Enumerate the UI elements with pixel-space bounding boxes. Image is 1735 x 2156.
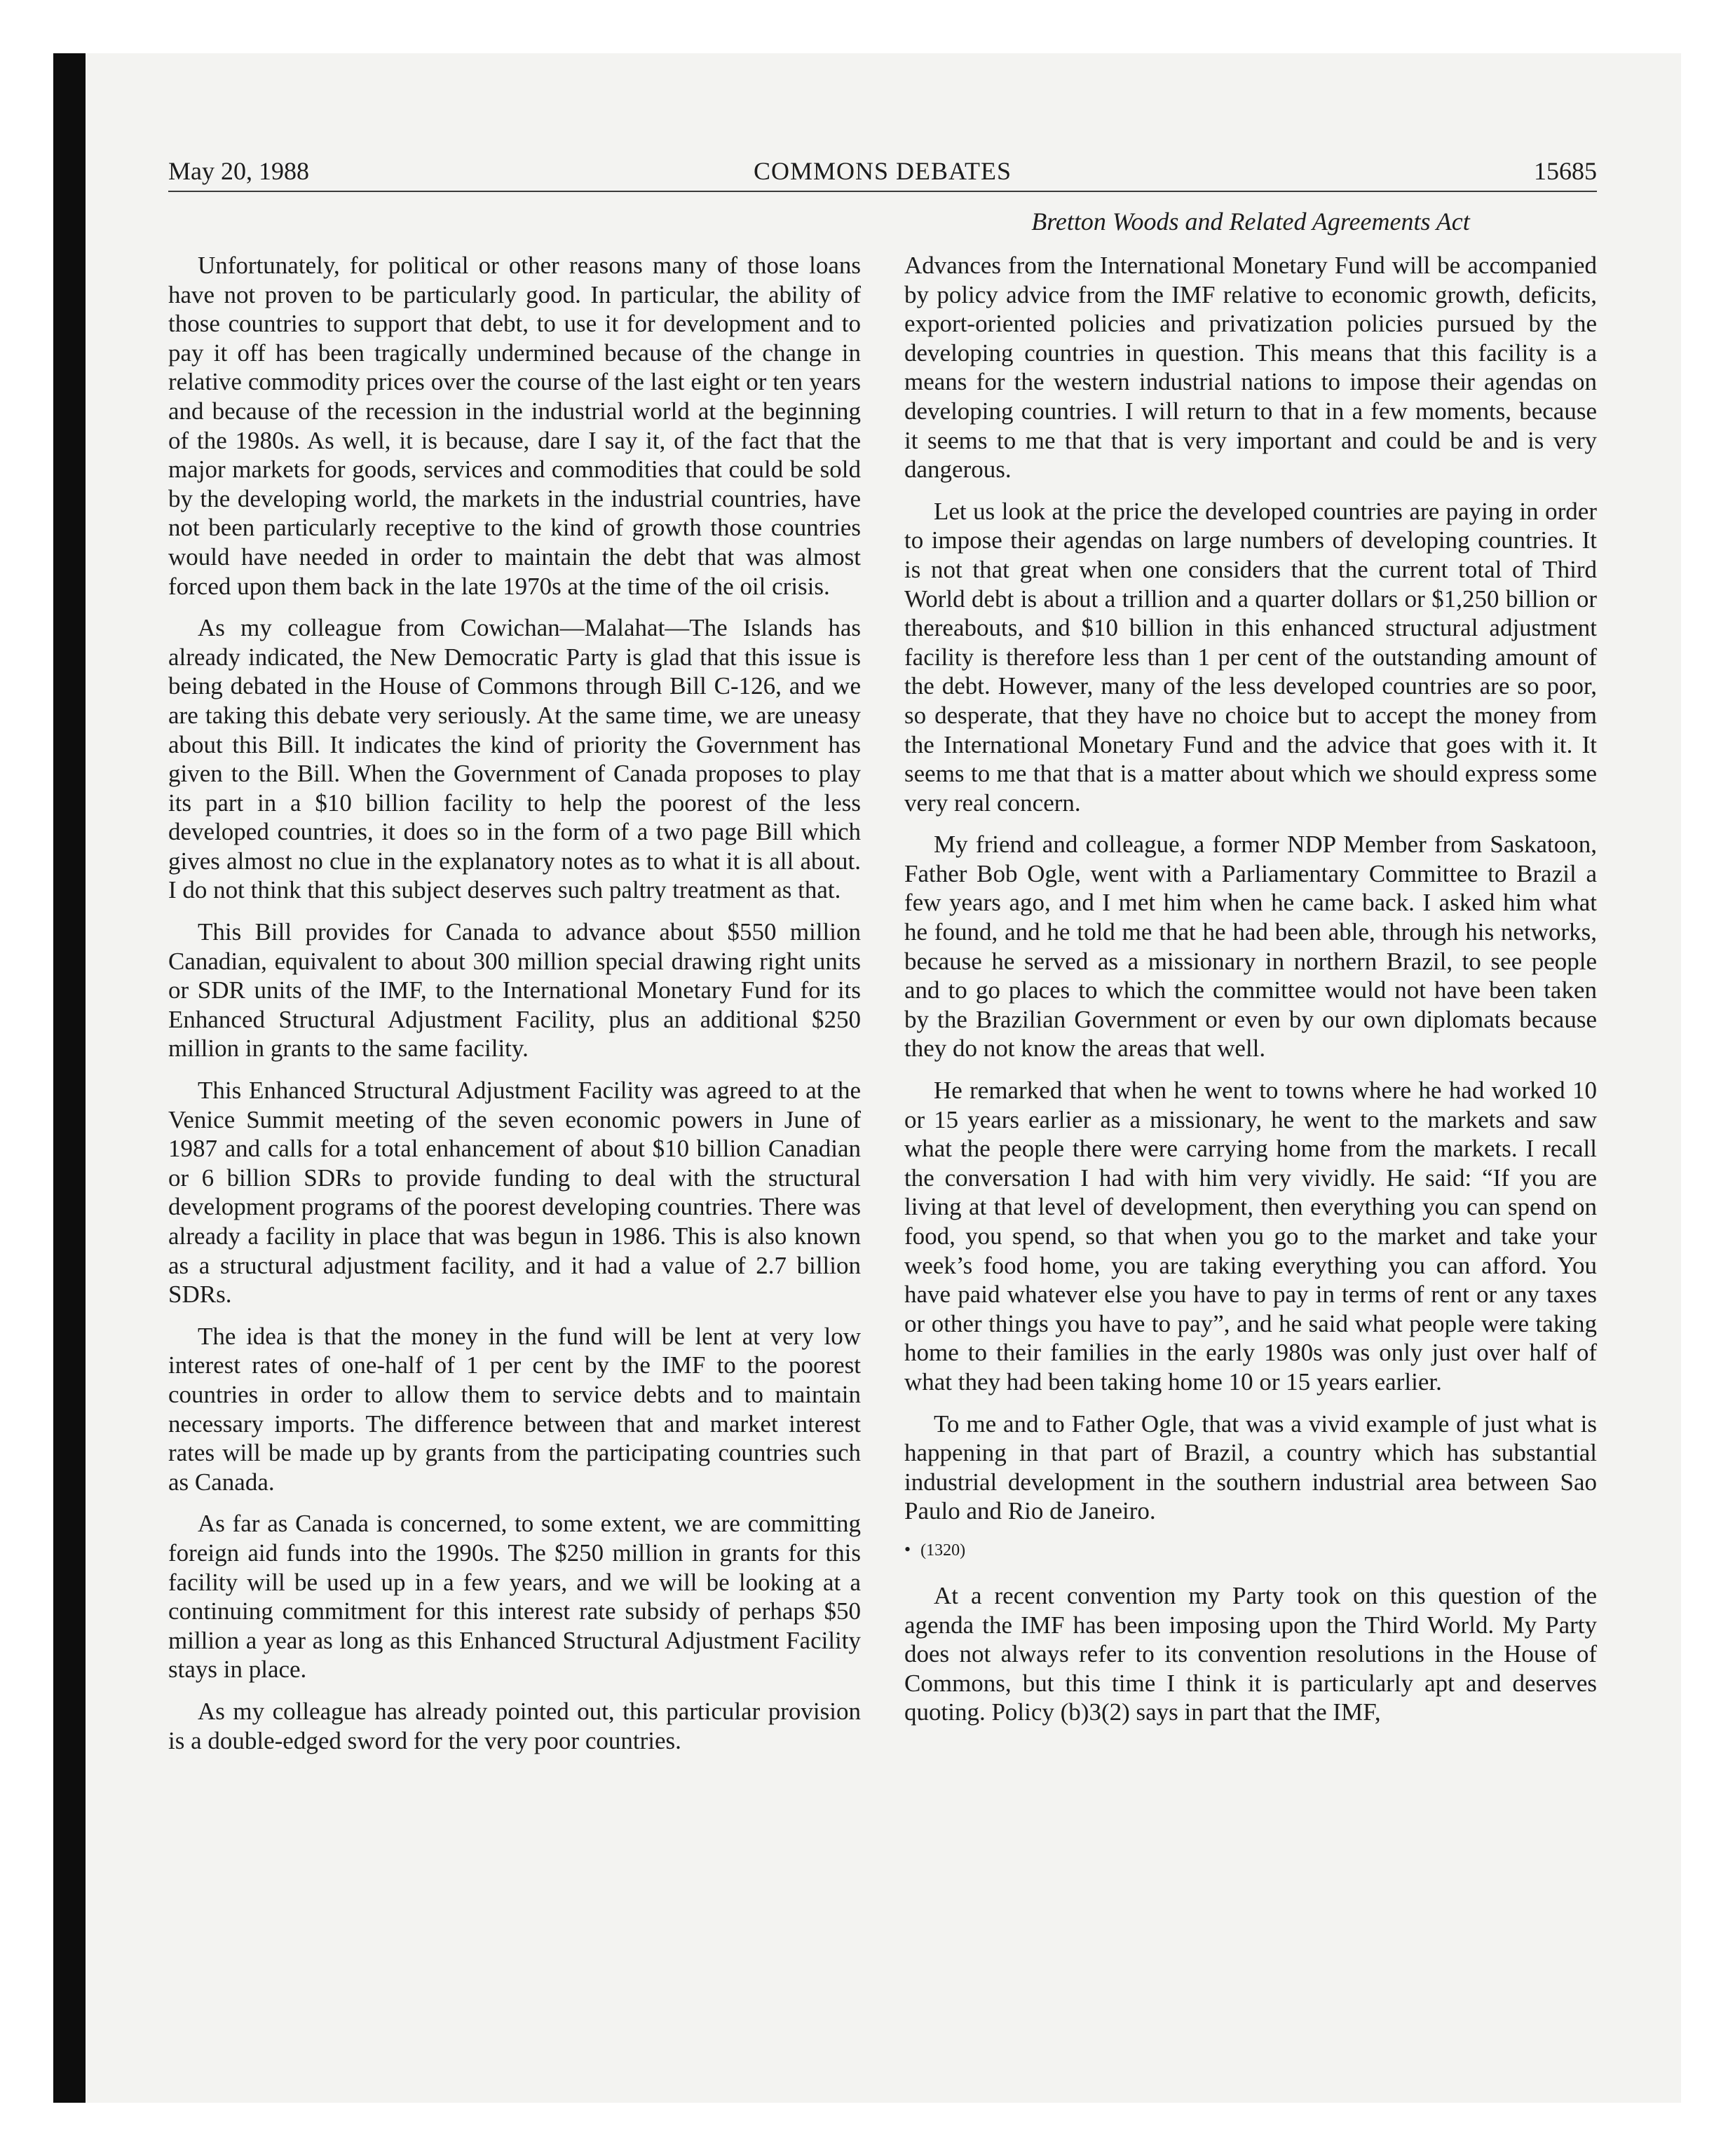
scan-border <box>53 53 86 2103</box>
paragraph: To me and to Father Ogle, that was a vivid example of just what is happening in that part of Brazil, a country which has substantial industrial development in the southern industrial area between Sao Paulo and Rio de Janeiro. <box>904 1410 1597 1525</box>
bullet-icon: • <box>904 1538 911 1560</box>
paragraph: This Enhanced Structural Adjustment Facility was agreed to at the Venice Summit meeting of the seven economic powers in June of 1987 and calls for a total enhancement of about $10 billion Canadian or 6 billion SDRs to provide funding to deal with the structural development programs of the poorest developing countries. There was already a facility in place that was begun in 1986. This is also known as a structural adjustment facility, and it had a value of 2.7 billion SDRs. <box>168 1077 861 1309</box>
paragraph: As far as Canada is concerned, to some extent, we are committing foreign aid funds into the 1990s. The $250 million in grants for this facility will be used up in a few years, and we will be looking at a continuing commitment for this interest rate subsidy of perhaps $50 million a year as long as this Enhanced Structural Adjustment Facility stays in place. <box>168 1510 861 1684</box>
paragraph: Let us look at the price the developed countries are paying in order to impose their agendas on large numbers of developing countries. It is not that great when one considers that the current total of Third World debt is about a trillion and a quarter dollars or $1,250 billion or thereabouts, and $10 billion in this enhanced structural adjustment facility is therefore less than 1 per cent of the outstanding amount of the debt. However, many of the less developed countries are so poor, so desperate, that they have no choice but to accept the money from the International Monetary Fund and the advice that goes with it. It seems to me that that is a matter about which we should express some very real concern. <box>904 497 1597 817</box>
paragraph: As my colleague has already pointed out, this particular provision is a double-edged sword for the very poor countries. <box>168 1697 861 1754</box>
time-marker <box>904 1538 1597 1562</box>
paragraph: At a recent convention my Party took on this question of the agenda the IMF has been imposing upon the Third World. My Party does not always refer to its convention resolutions in the House of Commons, but this time I think it is particularly apt and deserves quoting. Policy (b)3(2) says in part that the IMF, <box>904 1581 1597 1726</box>
page-header <box>168 157 1597 192</box>
right-column <box>904 251 1597 1740</box>
paragraph: This Bill provides for Canada to advance about $550 million Canadian, equivalent to about 300 million special drawing right units or SDR units of the IMF, to the International Monetary Fund for its Enhanced Structural Adjustment Facility, plus an additional $250 million in grants to the same facility. <box>168 918 861 1063</box>
left-column <box>168 251 861 1768</box>
paragraph: Unfortunately, for political or other reasons many of those loans have not proven to be particularly good. In particular, the ability of those countries to support that debt, to use it for development and to pay it off has been tragically undermined because of the change in relative commodity prices over the course of the last eight or ten years and because of the recession in the industrial world at the beginning of the 1980s. As well, it is because, dare I say it, of the fact that the major markets for goods, services and commodities that could be sold by the developing world, the markets in the industrial countries, have not been particularly receptive to the kind of growth those countries would have needed in order to maintain the debt that was almost forced upon them back in the late 1970s at the time of the oil crisis. <box>168 252 861 600</box>
paragraph: The idea is that the money in the fund will be lent at very low interest rates of one-half of 1 per cent by the IMF to the poorest countries in order to allow them to service debts and to maintain necessary imports. The difference between that and market interest rates will be made up by grants from the participating countries such as Canada. <box>168 1322 861 1496</box>
running-title: Bretton Woods and Related Agreements Act <box>1031 207 1470 236</box>
paragraph: He remarked that when he went to towns where he had worked 10 or 15 years earlier as a missionary, he went to the markets and saw what the people there were carrying home from the markets. I recall the conversation I had with him very vividly. He said: “If you are living at that level of development, then everything you can spend on food, you spend, so that when you go to the market and take your week’s food home, you are taking everything you can afford. You have paid whatever else you have to pay in terms of rent or any taxes or other things you have to pay”, and he said what people were taking home to their families in the early 1980s was only just over half of what they had been taking home 10 or 15 years earlier. <box>904 1077 1597 1396</box>
paragraph: As my colleague from Cowichan—Malahat—The Islands has already indicated, the New Democratic Party is glad that this issue is being debated in the House of Commons through Bill C-126, and we are taking this debate very seriously. At the same time, we are uneasy about this Bill. It indicates the kind of priority the Government has given to the Bill. When the Government of Canada proposes to play its part in a $10 billion facility to help the poorest of the less developed countries, it does so in the form of a two page Bill which gives almost no clue in the explanatory notes as to what it is all about. I do not think that this subject deserves such paltry treatment as that. <box>168 614 861 904</box>
time-stamp: (1320) <box>920 1541 966 1560</box>
header-page-number: 15685 <box>1534 157 1597 185</box>
paragraph: My friend and colleague, a former NDP Member from Saskatoon, Father Bob Ogle, went with a Parliamentary Committee to Brazil a few years ago, and I met him when he came back. I asked him what he found, and he told me that he had been able, through his networks, because he served as a missionary in northern Brazil, to see people and to go places to which the committee would not have been taken by the Brazilian Government or even by our own diplomats because they do not know the areas that well. <box>904 831 1597 1063</box>
header-date: May 20, 1988 <box>168 157 309 185</box>
header-journal-title: COMMONS DEBATES <box>753 157 1012 185</box>
paragraph: Advances from the International Monetary Fund will be accompanied by policy advice from the IMF relative to economic growth, deficits, export-oriented policies and privatization policies pursued by the developing countries in question. This means that this facility is a means for the western industrial nations to impose their agendas on developing countries. I will return to that in a few moments, because it seems to me that that is very important and could be and is very dangerous. <box>904 252 1597 484</box>
